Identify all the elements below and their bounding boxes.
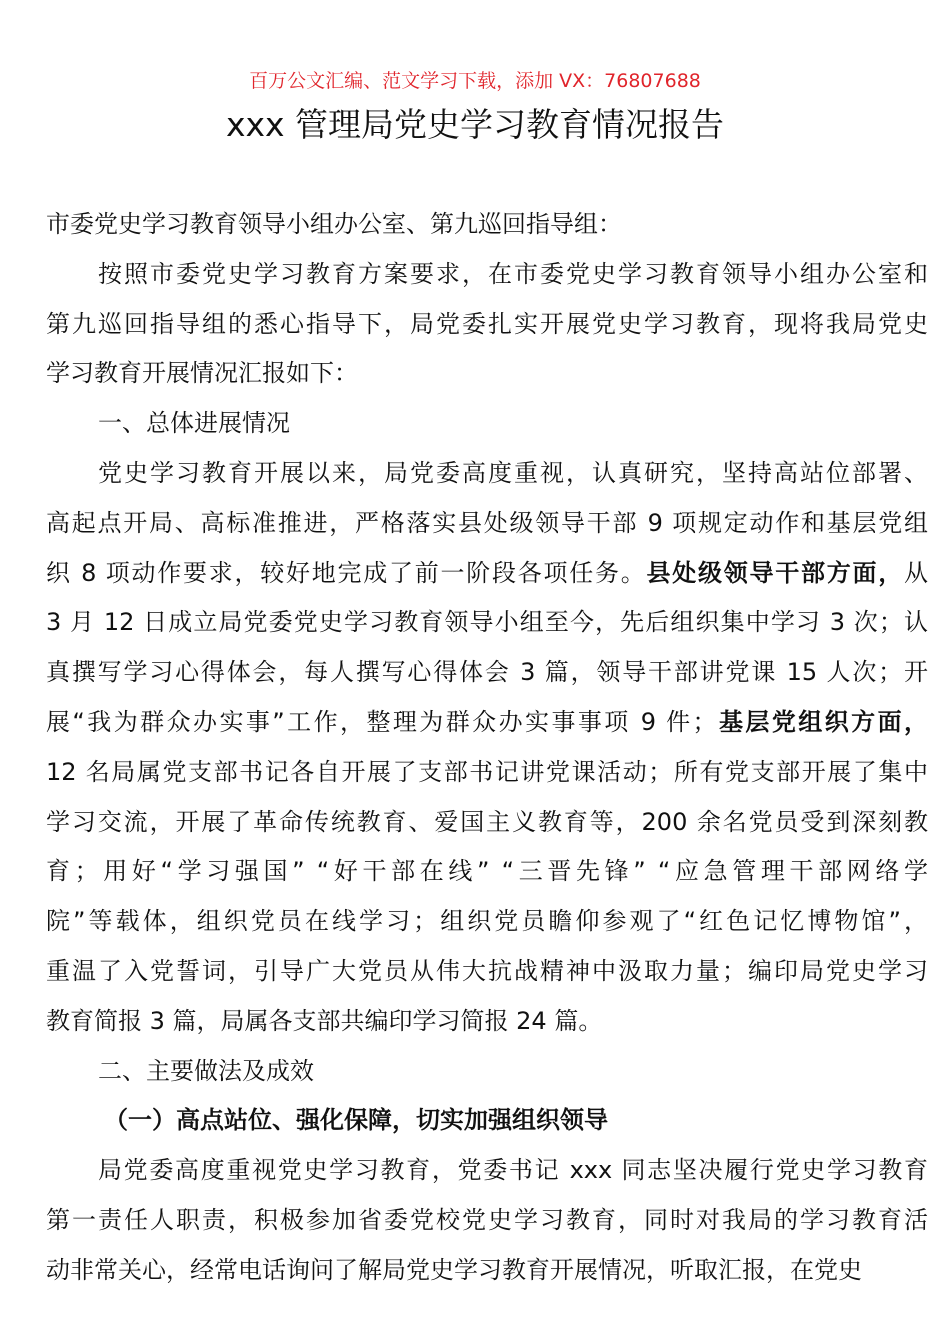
text-line	[46, 1146, 928, 1196]
text-line	[46, 349, 928, 399]
text-line	[46, 947, 928, 997]
text-line	[46, 1096, 928, 1146]
paragraph	[46, 250, 928, 399]
text-segment: 织 8 项动作要求，较好地完成了前一阶段各项任务。	[46, 558, 647, 587]
text-line	[46, 399, 928, 449]
text-line	[46, 648, 928, 698]
document-body	[46, 200, 928, 1296]
text-line	[46, 1246, 928, 1296]
text-line	[46, 798, 928, 848]
text-line	[46, 250, 928, 300]
text-segment: 市委党史学习教育领导小组办公室、第九巡回指导组：	[46, 210, 622, 238]
text-segment: 第九巡回指导组的悉心指导下，局党委扎实开展党史学习教育，现将我局党史	[46, 309, 928, 338]
text-segment: 第一责任人职责，积极参加省委党校党史学习教育，同时对我局的学习教育活	[46, 1205, 928, 1234]
text-line	[46, 847, 928, 897]
salutation	[46, 200, 928, 250]
paragraph	[46, 1146, 928, 1295]
text-segment: 二、主要做法及成效	[98, 1056, 314, 1085]
text-line	[46, 449, 928, 499]
text-line	[46, 997, 928, 1047]
text-segment: 从	[904, 558, 929, 587]
text-segment: 动非常关心，经常电话询问了解局党史学习教育开展情况，听取汇报，在党史	[46, 1255, 862, 1284]
document-title: xxx 管理局党史学习教育情况报告	[225, 105, 725, 144]
text-segment: 3 月 12 日成立局党委党史学习教育领导小组至今，先后组织集中学习 3 次；认	[46, 608, 928, 637]
text-segment: 真撰写学习心得体会，每人撰写心得体会 3 篇，领导干部讲党课 15 人次；开	[46, 658, 928, 687]
text-segment: 12 名局属党支部书记各自开展了支部书记讲党课活动；所有党支部开展了集中	[46, 757, 928, 786]
text-segment: 重温了入党誓词，引导广大党员从伟大抗战精神中汲取力量；编印局党史学习	[46, 956, 928, 985]
text-segment: 按照市委党史学习教育方案要求，在市委党史学习教育领导小组办公室和	[98, 259, 928, 288]
bold-text: 县处级领导干部方面，	[646, 558, 905, 587]
bold-text: （一）高点站位、强化保障，切实加强组织领导	[104, 1106, 608, 1135]
watermark-banner: 百万公文汇编、范文学习下载，添加 VX：76807688	[249, 70, 701, 92]
bold-text: 基层党组织方面，	[716, 707, 928, 736]
text-segment: 育；用好“学习强国” “好干部在线” “三晋先锋” “应急管理干部网络学	[46, 857, 928, 886]
heading	[46, 399, 928, 449]
text-line	[46, 698, 928, 748]
text-line	[46, 897, 928, 947]
text-segment: 局党委高度重视党史学习教育，党委书记 xxx 同志坚决履行党史学习教育	[98, 1156, 928, 1185]
text-segment: 展“我为群众办实事”工作，整理为群众办实事事项 9 件；	[46, 707, 717, 736]
text-line	[46, 1196, 928, 1246]
text-segment: 教育简报 3 篇，局属各支部共编印学习简报 24 篇。	[46, 1006, 603, 1035]
text-segment: 学习交流，开展了革命传统教育、爱国主义教育等，200 余名党员受到深刻教	[46, 807, 928, 836]
heading	[46, 1047, 928, 1097]
text-line	[46, 748, 928, 798]
text-segment: 学习教育开展情况汇报如下：	[46, 359, 358, 388]
text-segment: 一、总体进展情况	[98, 409, 290, 438]
subheading	[46, 1096, 928, 1146]
text-line	[46, 1047, 928, 1097]
text-line	[46, 549, 928, 599]
text-segment: 院”等载体，组织党员在线学习；组织党员瞻仰参观了“红色记忆博物馆”，	[46, 907, 928, 936]
text-line	[46, 300, 928, 350]
text-segment: 高起点开局、高标准推进，严格落实县处级领导干部 9 项规定动作和基层党组	[46, 508, 928, 537]
text-line	[46, 499, 928, 549]
text-segment: 党史学习教育开展以来，局党委高度重视，认真研究，坚持高站位部署、	[98, 458, 928, 487]
text-line	[46, 598, 928, 648]
text-line	[46, 200, 928, 250]
paragraph	[46, 449, 928, 1047]
